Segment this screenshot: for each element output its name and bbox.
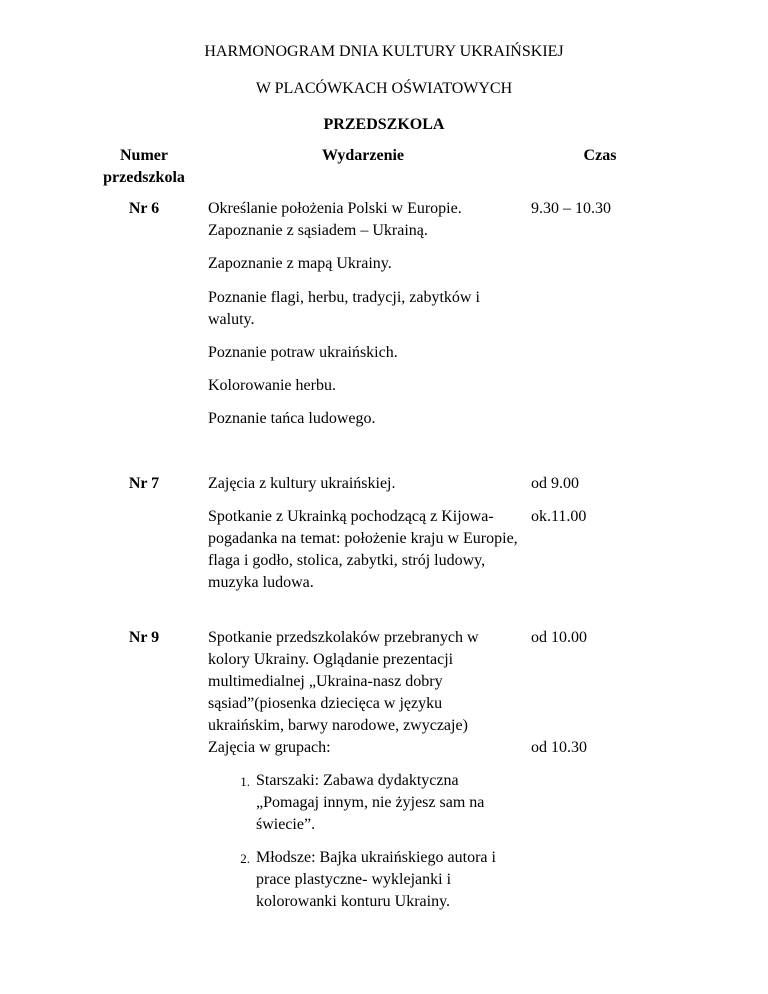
header-numer: [88, 145, 200, 189]
nr6-label: Nr 6: [128, 200, 160, 217]
nr7-event-1: Zajęcia z kultury ukraińskiej.: [208, 475, 396, 492]
header-time: Czas: [583, 147, 617, 164]
nr6-time: 9.30 – 10.30: [531, 200, 611, 217]
nr6-event-3: Poznanie flagi, herbu, tradycji, zabytków i waluty.: [208, 289, 480, 328]
nr7-time-1: od 9.00: [531, 475, 579, 492]
nr9-event-2: Zajęcia w grupach:: [208, 739, 331, 756]
header-numer-line1: Numer: [120, 147, 168, 164]
nr9-event-1: Spotkanie przedszkolaków przebranych w kolory Ukrainy. Oglądanie prezentacji multimedialnej „Ukraina-nasz dobry sąsiad”(piosenka dziecięca w języku ukraińskim, barwy narodowe, zwyczaje): [208, 629, 479, 734]
nr7-label: Nr 7: [128, 475, 160, 492]
nr9-list-item-2: Młodsze: Bajka ukraińskiego autora i prace plastyczne- wyklejanki i kolorowanki konturu Ukrainy.: [256, 849, 496, 910]
nr6-event-6: Poznanie tańca ludowego.: [208, 410, 376, 427]
nr9-list-item-1: Starszaki: Zabawa dydaktyczna „Pomagaj innym, nie żyjesz sam na świecie”.: [256, 772, 485, 833]
header-event: Wydarzenie: [321, 147, 405, 164]
nr9-time-2: od 10.30: [531, 739, 587, 756]
nr9-list-num-2: 2.: [240, 851, 250, 866]
nr9-list-num-1: 1.: [240, 774, 250, 789]
nr9-time-1: od 10.00: [531, 629, 587, 646]
nr6-event-2: Zapoznanie z mapą Ukrainy.: [208, 255, 392, 272]
nr6-event-4: Poznanie potraw ukraińskich.: [208, 344, 398, 361]
header-numer-line2: przedszkola: [103, 169, 185, 186]
nr6-event-1: Określanie położenia Polski w Europie. Zapoznanie z sąsiadem – Ukrainą.: [208, 200, 462, 239]
nr7-event-2: Spotkanie z Ukrainką pochodzącą z Kijowa-pogadanka na temat: położenie kraju w Europie, flaga i godło, stolica, zabytki, strój ludowy, muzyka ludowa.: [208, 508, 518, 591]
document-title-line1: HARMONOGRAM DNIA KULTURY UKRAIŃSKIEJ: [204, 43, 564, 60]
nr6-event-5: Kolorowanie herbu.: [208, 377, 336, 394]
document-title-line2: W PLACÓWKACH OŚWIATOWYCH: [255, 80, 513, 97]
nr9-label: Nr 9: [128, 629, 160, 646]
nr7-time-2: ok.11.00: [531, 508, 587, 525]
section-title: PRZEDSZKOLA: [323, 116, 445, 133]
